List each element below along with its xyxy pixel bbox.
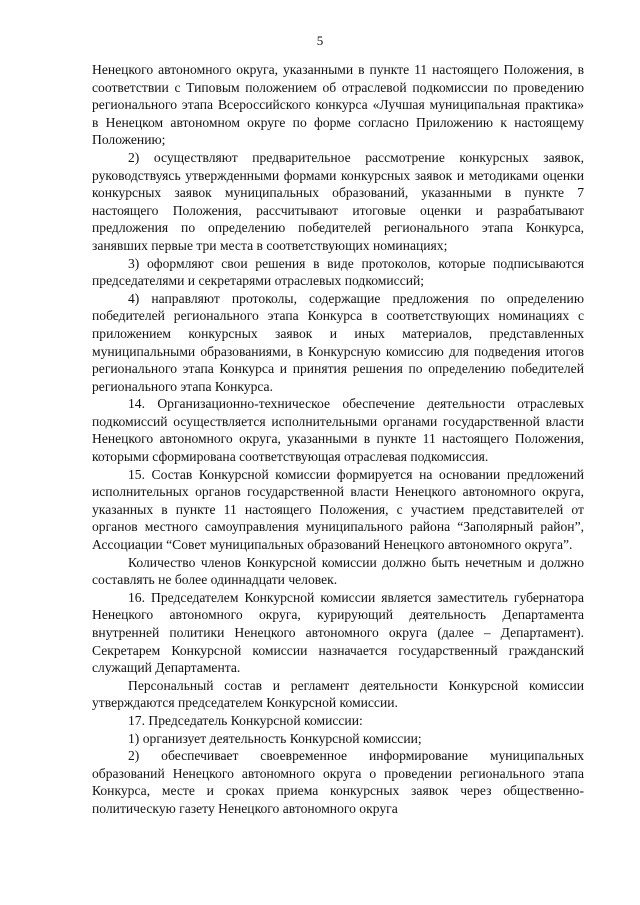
paragraph-item-2: 2) осуществляют предварительное рассмотрение конкурсных заявок, руководствуясь утвержденными формами конкурсных заявок и методиками оценки конкурсных заявок муниципальных образований, указанными в пункте 7 настоящего Положения, рассчитывают итоговые оценки и разрабатывают предложения по определению победителей регионального этапа Конкурса, занявших первые три места в соответствующих номинациях; bbox=[92, 149, 584, 253]
paragraph-composition: Персональный состав и регламент деятельности Конкурсной комиссии утверждаются председателем Конкурсной комиссии. bbox=[92, 677, 584, 711]
paragraph-members-count: Количество членов Конкурсной комиссии должно быть нечетным и должно составлять не более одиннадцати человек. bbox=[92, 554, 584, 588]
page-number: 5 bbox=[316, 33, 324, 48]
paragraph-item-4: 4) направляют протоколы, содержащие предложения по определению победителей регионального этапа Конкурса в соответствующих номинациях с приложением конкурсных заявок и иных материалов, представленных муниципальными образованиями, в Конкурсную комиссию для подведения итогов регионального этапа Конкурса и принятия решения по определению победителей регионального этапа Конкурса. bbox=[92, 290, 584, 394]
paragraph-section-17: 17. Председатель Конкурсной комиссии: bbox=[128, 712, 363, 728]
paragraph-section-15: 15. Состав Конкурсной комиссии формируется на основании предложений исполнительных органов государственной власти Ненецкого автономного округа, указанных в пункте 11 настоящего Положения, с участием представителей от органов местного самоуправления муниципального района “Заполярный район”, Ассоциации “Совет муниципальных образований Ненецкого автономного округа”. bbox=[92, 466, 584, 553]
paragraph-section-14: 14. Организационно-техническое обеспечение деятельности отраслевых подкомиссий осуществляется исполнительными органами государственной власти Ненецкого автономного округа, указанными в пункте 11 настоящего Положения, которыми сформирована соответствующая отраслевая подкомиссия. bbox=[92, 396, 584, 465]
paragraph-17-item-2: 2) обеспечивает своевременное информирование муниципальных образований Ненецкого автономного округа о проведении регионального этапа Конкурса, месте и сроках приема конкурсных заявок через общественно-политическую газету Ненецкого автономного округа bbox=[92, 748, 584, 816]
paragraph-continuation: Ненецкого автономного округа, указанными в пункте 11 настоящего Положения, в соответствии с Типовым положением об отраслевой подкомиссии по проведению регионального этапа Всероссийского конкурса «Лучшая муниципальная практика» в Ненецком автономном округе по форме согласно Приложению к настоящему Положению; bbox=[92, 62, 584, 148]
paragraph-item-3: 3) оформляют свои решения в виде протоколов, которые подписываются председателями и секретарями отраслевых подкомиссий; bbox=[92, 255, 584, 289]
paragraph-section-16: 16. Председателем Конкурсной комиссии является заместитель губернатора Ненецкого автономного округа, курирующий деятельность Департамента внутренней политики Ненецкого автономного округа (далее – Департамент). Секретарем Конкурсной комиссии назначается государственный гражданский служащий Департамента. bbox=[92, 589, 584, 676]
document-body bbox=[92, 61, 584, 818]
paragraph-17-item-1: 1) организует деятельность Конкурсной комиссии; bbox=[128, 730, 422, 746]
